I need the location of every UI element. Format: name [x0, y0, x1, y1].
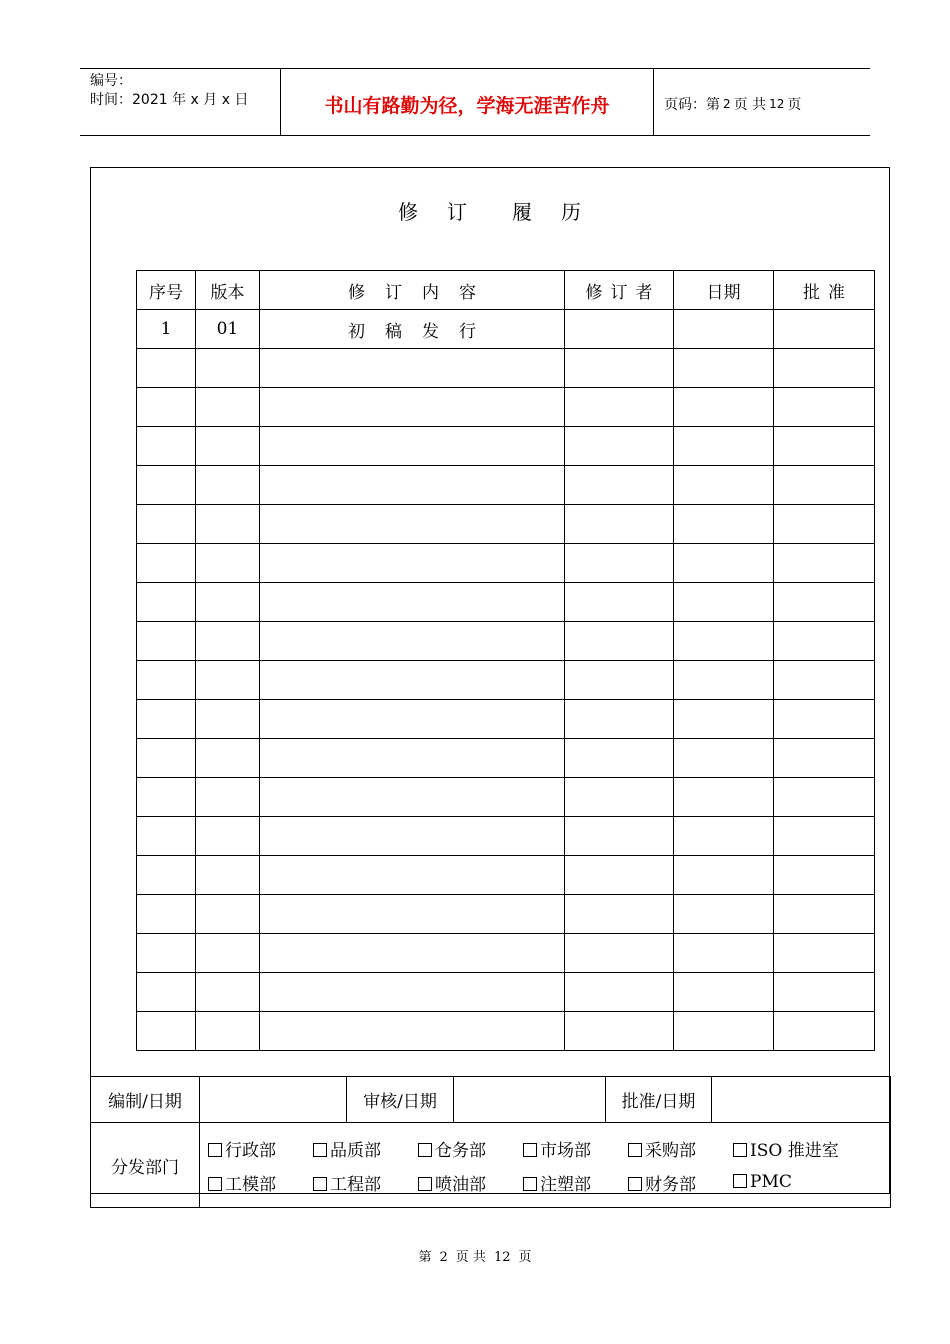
cell-reviser[interactable] [565, 778, 674, 817]
table-row [137, 427, 875, 466]
cell-reviser[interactable] [565, 700, 674, 739]
department-checkbox[interactable] [523, 1136, 628, 1161]
cell-content[interactable] [260, 505, 565, 544]
department-label: 注塑部 [540, 1174, 591, 1195]
department-label: 喷油部 [435, 1174, 486, 1195]
cell-version[interactable] [196, 895, 260, 934]
department-checkbox[interactable] [733, 1172, 838, 1192]
department-label: 财务部 [645, 1174, 696, 1195]
cell-content[interactable] [260, 778, 565, 817]
signature-row [91, 1077, 891, 1123]
cell-reviser[interactable] [565, 1012, 674, 1051]
cell-seq[interactable] [137, 856, 196, 895]
cell-date[interactable] [674, 817, 774, 856]
cell-content[interactable] [260, 622, 565, 661]
department-label: 仓务部 [435, 1140, 486, 1161]
table-row [137, 505, 875, 544]
cell-content[interactable] [260, 661, 565, 700]
cell-date[interactable] [674, 466, 774, 505]
checkbox-icon[interactable] [208, 1143, 222, 1157]
cell-date[interactable] [674, 544, 774, 583]
review-field[interactable] [454, 1077, 606, 1123]
cell-seq[interactable] [137, 544, 196, 583]
cell-seq[interactable] [137, 661, 196, 700]
cell-approve[interactable] [774, 778, 875, 817]
cell-seq[interactable] [137, 1012, 196, 1051]
cell-seq[interactable] [137, 973, 196, 1012]
cell-content[interactable] [260, 349, 565, 388]
cell-approve[interactable] [774, 1012, 875, 1051]
compile-label: 编制/日期 [91, 1077, 200, 1123]
cell-approve[interactable] [774, 934, 875, 973]
cell-reviser[interactable] [565, 661, 674, 700]
cell-seq[interactable] [137, 934, 196, 973]
cell-version[interactable] [196, 661, 260, 700]
cell-version[interactable] [196, 973, 260, 1012]
cell-content[interactable] [260, 817, 565, 856]
cell-version[interactable] [196, 427, 260, 466]
cell-approve[interactable] [774, 349, 875, 388]
review-label: 审核/日期 [347, 1077, 454, 1123]
cell-approve[interactable] [774, 388, 875, 427]
cell-seq[interactable] [137, 622, 196, 661]
cell-version[interactable] [196, 388, 260, 427]
checkbox-icon[interactable] [313, 1177, 327, 1191]
cell-seq[interactable] [137, 466, 196, 505]
footer-mid: 页 共 [455, 1250, 486, 1265]
cell-version[interactable] [196, 856, 260, 895]
cell-date[interactable] [674, 388, 774, 427]
footer-prefix: 第 [418, 1250, 432, 1265]
department-checkbox[interactable] [313, 1170, 418, 1195]
cell-approve[interactable] [774, 739, 875, 778]
department-label: 市场部 [540, 1140, 591, 1161]
page-total: 12 [769, 97, 785, 111]
cell-content[interactable] [260, 739, 565, 778]
department-label: ISO 推进室 [750, 1140, 839, 1161]
page-footer [0, 1246, 950, 1265]
cell-approve[interactable] [774, 466, 875, 505]
cell-approve[interactable] [774, 427, 875, 466]
table-row [137, 349, 875, 388]
cell-version[interactable] [196, 700, 260, 739]
cell-seq[interactable] [137, 349, 196, 388]
cell-content[interactable] [260, 544, 565, 583]
table-row [137, 895, 875, 934]
cell-content[interactable] [260, 427, 565, 466]
footer-current: 2 [439, 1250, 448, 1265]
cell-date[interactable] [674, 1012, 774, 1051]
page-mid: 页 共 [733, 97, 767, 113]
header-version: 版本 [196, 271, 260, 310]
cell-content[interactable] [260, 583, 565, 622]
cell-content[interactable] [260, 1012, 565, 1051]
cell-version[interactable] [196, 1012, 260, 1051]
cell-content[interactable] [260, 466, 565, 505]
cell-reviser[interactable] [565, 388, 674, 427]
cell-date[interactable] [674, 661, 774, 700]
checkbox-icon[interactable] [313, 1143, 327, 1157]
checkbox-icon[interactable] [733, 1174, 747, 1188]
checkbox-icon[interactable] [208, 1177, 222, 1191]
department-row-1 [208, 1131, 890, 1165]
cell-approve[interactable] [774, 700, 875, 739]
table-row [137, 856, 875, 895]
cell-version[interactable] [196, 817, 260, 856]
table-row [137, 778, 875, 817]
cell-content[interactable] [260, 895, 565, 934]
cell-date[interactable] [674, 700, 774, 739]
cell-date[interactable] [674, 856, 774, 895]
cell-date[interactable] [674, 349, 774, 388]
cell-approve[interactable] [774, 544, 875, 583]
checkbox-icon[interactable] [733, 1143, 747, 1157]
header-date: 日期 [674, 271, 774, 310]
page-number-cell [654, 69, 870, 135]
cell-content: 初 稿 发 行 [260, 310, 565, 349]
department-label: PMC [750, 1172, 792, 1192]
cell-seq[interactable] [137, 817, 196, 856]
cell-version[interactable] [196, 466, 260, 505]
table-header-row [137, 271, 875, 310]
checkbox-icon[interactable] [628, 1143, 642, 1157]
cell-version[interactable] [196, 934, 260, 973]
cell-reviser[interactable] [565, 817, 674, 856]
cell-date[interactable] [674, 427, 774, 466]
department-checkbox[interactable] [733, 1136, 838, 1161]
cell-seq[interactable] [137, 739, 196, 778]
department-label: 品质部 [330, 1140, 381, 1161]
page-prefix: 页码：第 [664, 97, 720, 113]
cell-date[interactable] [674, 934, 774, 973]
table-row [137, 388, 875, 427]
department-label: 行政部 [225, 1140, 276, 1161]
cell-version[interactable] [196, 622, 260, 661]
table-row [137, 973, 875, 1012]
department-checkbox[interactable] [628, 1170, 733, 1195]
cell-approve[interactable] [774, 583, 875, 622]
distribution-row [91, 1123, 891, 1208]
table-row [137, 934, 875, 973]
department-checkbox[interactable] [418, 1136, 523, 1161]
document-header [80, 68, 870, 136]
cell-approve[interactable] [774, 661, 875, 700]
table-row [137, 310, 875, 349]
cell-date[interactable] [674, 505, 774, 544]
department-checkbox[interactable] [418, 1170, 523, 1195]
cell-reviser[interactable] [565, 505, 674, 544]
cell-date[interactable] [674, 583, 774, 622]
department-checkbox[interactable] [628, 1136, 733, 1161]
cell-date[interactable] [674, 973, 774, 1012]
cell-date[interactable] [674, 895, 774, 934]
cell-date[interactable] [674, 739, 774, 778]
table-row [137, 661, 875, 700]
page-title: 修 订 履 历 [398, 200, 582, 224]
cell-version[interactable] [196, 583, 260, 622]
cell-reviser[interactable] [565, 622, 674, 661]
page-suffix: 页 [787, 97, 802, 113]
number-label: 编号： [90, 73, 132, 89]
approve-label: 批准/日期 [606, 1077, 712, 1123]
checkbox-icon[interactable] [628, 1177, 642, 1191]
cell-version: 01 [196, 310, 260, 349]
distribution-label: 分发部门 [91, 1123, 200, 1208]
cell-approve[interactable] [774, 622, 875, 661]
cell-version[interactable] [196, 739, 260, 778]
checkbox-icon[interactable] [523, 1143, 537, 1157]
cell-seq[interactable] [137, 700, 196, 739]
header-seq: 序号 [137, 271, 196, 310]
cell-reviser[interactable] [565, 895, 674, 934]
cell-version[interactable] [196, 349, 260, 388]
cell-seq[interactable] [137, 895, 196, 934]
cell-seq[interactable] [137, 427, 196, 466]
header-content: 修 订 内 容 [260, 271, 565, 310]
motto: 书山有路勤为径，学海无涯苦作舟 [281, 69, 654, 135]
page-current: 2 [723, 97, 731, 111]
table-row [137, 817, 875, 856]
department-label: 工程部 [330, 1174, 381, 1195]
checkbox-icon[interactable] [418, 1177, 432, 1191]
cell-approve[interactable] [774, 505, 875, 544]
cell-reviser[interactable] [565, 466, 674, 505]
cell-reviser[interactable] [565, 349, 674, 388]
checkbox-icon[interactable] [523, 1177, 537, 1191]
cell-seq[interactable] [137, 388, 196, 427]
cell-version[interactable] [196, 505, 260, 544]
cell-seq: 1 [137, 310, 196, 349]
department-checkbox[interactable] [523, 1170, 628, 1195]
cell-seq[interactable] [137, 583, 196, 622]
cell-seq[interactable] [137, 778, 196, 817]
department-checkbox[interactable] [208, 1136, 313, 1161]
signature-table [90, 1076, 891, 1208]
cell-reviser[interactable] [565, 856, 674, 895]
cell-reviser[interactable] [565, 427, 674, 466]
cell-version[interactable] [196, 544, 260, 583]
table-row [137, 544, 875, 583]
cell-reviser[interactable] [565, 973, 674, 1012]
department-label: 工模部 [225, 1174, 276, 1195]
cell-reviser[interactable] [565, 310, 674, 349]
cell-reviser[interactable] [565, 934, 674, 973]
cell-reviser[interactable] [565, 739, 674, 778]
compile-field[interactable] [200, 1077, 347, 1123]
cell-date[interactable] [674, 622, 774, 661]
cell-reviser[interactable] [565, 583, 674, 622]
header-approve: 批 准 [774, 271, 875, 310]
table-row [137, 466, 875, 505]
cell-seq[interactable] [137, 505, 196, 544]
checkbox-icon[interactable] [418, 1143, 432, 1157]
table-row [137, 622, 875, 661]
header-info-cell [80, 69, 281, 135]
footer-total: 12 [493, 1250, 511, 1265]
table-row [137, 739, 875, 778]
time-label: 时间：2021 年 x 月 x 日 [90, 92, 249, 108]
distribution-departments [200, 1123, 891, 1208]
cell-version[interactable] [196, 778, 260, 817]
cell-content[interactable] [260, 934, 565, 973]
cell-content[interactable] [260, 856, 565, 895]
department-row-2 [208, 1165, 890, 1199]
department-label: 采购部 [645, 1140, 696, 1161]
cell-approve[interactable] [774, 973, 875, 1012]
cell-date[interactable] [674, 310, 774, 349]
cell-reviser[interactable] [565, 544, 674, 583]
cell-date[interactable] [674, 778, 774, 817]
table-row [137, 700, 875, 739]
approve-field[interactable] [712, 1077, 891, 1123]
cell-content[interactable] [260, 973, 565, 1012]
revision-table [136, 270, 875, 1051]
cell-approve[interactable] [774, 817, 875, 856]
header-reviser: 修 订 者 [565, 271, 674, 310]
table-row [137, 1012, 875, 1051]
cell-approve[interactable] [774, 895, 875, 934]
department-checkbox[interactable] [313, 1136, 418, 1161]
cell-approve[interactable] [774, 310, 875, 349]
footer-suffix: 页 [518, 1250, 532, 1265]
cell-content[interactable] [260, 700, 565, 739]
cell-content[interactable] [260, 388, 565, 427]
table-row [137, 583, 875, 622]
department-checkbox[interactable] [208, 1170, 313, 1195]
revision-history-form [90, 167, 890, 1194]
cell-approve[interactable] [774, 856, 875, 895]
